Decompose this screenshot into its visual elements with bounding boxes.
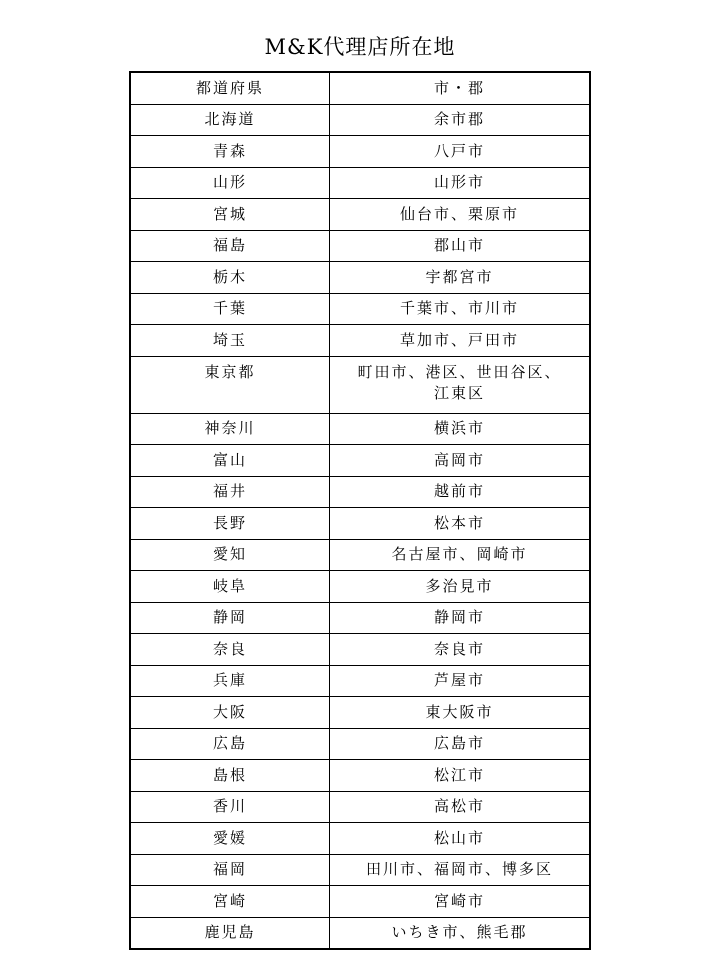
prefecture-cell: 宮崎	[130, 886, 330, 918]
table-header-row	[130, 72, 590, 104]
city-cell: 芦屋市	[330, 665, 591, 697]
table-row	[130, 854, 590, 886]
city-cell: 広島市	[330, 728, 591, 760]
table-row	[130, 539, 590, 571]
table-row	[130, 167, 590, 199]
prefecture-cell: 島根	[130, 760, 330, 792]
city-cell: 松江市	[330, 760, 591, 792]
table-row	[130, 886, 590, 918]
table-row	[130, 665, 590, 697]
table-row	[130, 262, 590, 294]
city-cell	[330, 356, 591, 413]
city-cell: 宮崎市	[330, 886, 591, 918]
table-row	[130, 697, 590, 729]
header-prefecture: 都道府県	[130, 72, 330, 104]
prefecture-cell: 福井	[130, 476, 330, 508]
city-cell: 越前市	[330, 476, 591, 508]
table-row	[130, 413, 590, 445]
city-cell: 多治見市	[330, 571, 591, 603]
city-cell: 静岡市	[330, 602, 591, 634]
table-row	[130, 293, 590, 325]
prefecture-cell: 大阪	[130, 697, 330, 729]
city-cell: 郡山市	[330, 230, 591, 262]
table-row	[130, 356, 590, 413]
city-cell: 横浜市	[330, 413, 591, 445]
prefecture-cell: 香川	[130, 791, 330, 823]
page-title: M&K代理店所在地	[264, 35, 456, 59]
prefecture-cell: 静岡	[130, 602, 330, 634]
table-row	[130, 602, 590, 634]
table-row	[130, 823, 590, 855]
prefecture-cell: 埼玉	[130, 325, 330, 357]
prefecture-cell: 広島	[130, 728, 330, 760]
prefecture-cell: 山形	[130, 167, 330, 199]
city-cell: 草加市、戸田市	[330, 325, 591, 357]
table-row	[130, 476, 590, 508]
table-row	[130, 445, 590, 477]
prefecture-cell: 東京都	[130, 356, 330, 413]
city-cell: 宇都宮市	[330, 262, 591, 294]
prefecture-cell: 神奈川	[130, 413, 330, 445]
table-row	[130, 230, 590, 262]
table-row	[130, 104, 590, 136]
prefecture-cell: 福島	[130, 230, 330, 262]
city-cell: 仙台市、栗原市	[330, 199, 591, 231]
city-cell: 松本市	[330, 508, 591, 540]
table-row	[130, 136, 590, 168]
table-row	[130, 634, 590, 666]
city-cell: 名古屋市、岡崎市	[330, 539, 591, 571]
prefecture-cell: 岐阜	[130, 571, 330, 603]
table-row	[130, 199, 590, 231]
city-cell: 高岡市	[330, 445, 591, 477]
table-row	[130, 728, 590, 760]
city-cell: 八戸市	[330, 136, 591, 168]
prefecture-cell: 宮城	[130, 199, 330, 231]
city-cell: 松山市	[330, 823, 591, 855]
table-row	[130, 508, 590, 540]
city-cell: 山形市	[330, 167, 591, 199]
table-row	[130, 791, 590, 823]
city-line: 町田市、港区、世田谷区、	[357, 362, 562, 381]
city-line: 江東区	[433, 383, 485, 402]
table-row	[130, 571, 590, 603]
city-cell: いちき市、熊毛郡	[330, 917, 591, 949]
city-cell: 余市郡	[330, 104, 591, 136]
prefecture-cell: 青森	[130, 136, 330, 168]
prefecture-cell: 北海道	[130, 104, 330, 136]
prefecture-cell: 長野	[130, 508, 330, 540]
city-cell: 高松市	[330, 791, 591, 823]
city-cell: 奈良市	[330, 634, 591, 666]
prefecture-cell: 兵庫	[130, 665, 330, 697]
city-cell: 東大阪市	[330, 697, 591, 729]
table-row	[130, 917, 590, 949]
agency-location-table	[129, 71, 591, 950]
table-row	[130, 760, 590, 792]
prefecture-cell: 愛知	[130, 539, 330, 571]
prefecture-cell: 富山	[130, 445, 330, 477]
prefecture-cell: 愛媛	[130, 823, 330, 855]
prefecture-cell: 奈良	[130, 634, 330, 666]
prefecture-cell: 鹿児島	[130, 917, 330, 949]
city-cell: 田川市、福岡市、博多区	[330, 854, 591, 886]
city-cell: 千葉市、市川市	[330, 293, 591, 325]
header-city: 市・郡	[330, 72, 591, 104]
prefecture-cell: 千葉	[130, 293, 330, 325]
prefecture-cell: 福岡	[130, 854, 330, 886]
table-row	[130, 325, 590, 357]
prefecture-cell: 栃木	[130, 262, 330, 294]
